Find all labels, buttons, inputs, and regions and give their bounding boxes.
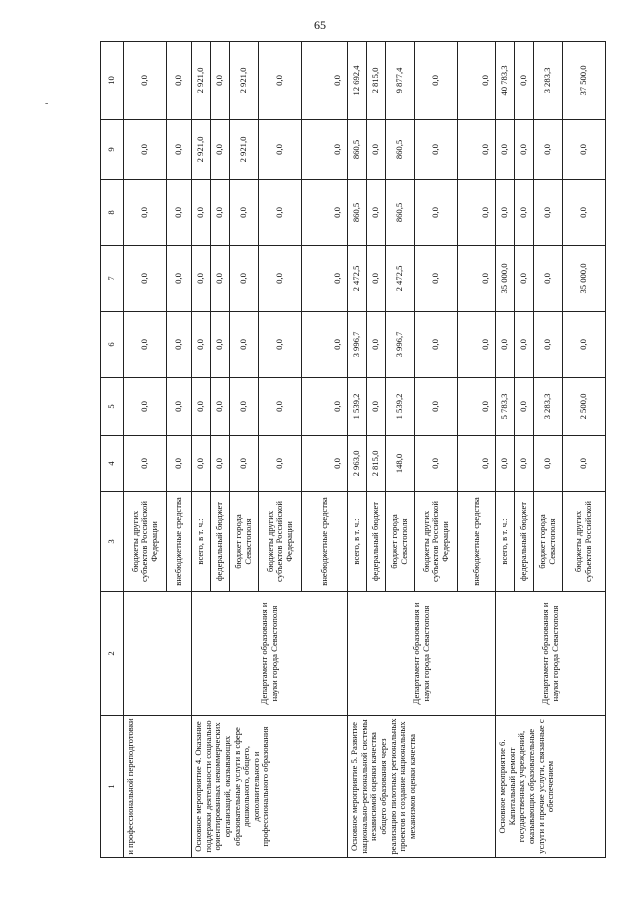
value-cell: 2 815,0 [367,42,386,120]
value-cell: 0,0 [367,378,386,436]
value-cell: 0,0 [415,120,458,180]
value-cell: 0,0 [515,436,534,492]
value-cell: 0,0 [211,378,230,436]
value-cell: 0,0 [515,378,534,436]
value-cell: 0,0 [534,312,563,378]
source-cell: бюджеты других субъектов Российской Федерации [415,492,458,592]
header-cell: 6 [101,312,124,378]
source-cell: внебюджетные средства [458,492,496,592]
value-cell: 0,0 [458,246,496,312]
executor-cell-empty [124,592,192,716]
header-cell: 5 [101,378,124,436]
value-cell: 0,0 [192,436,211,492]
value-cell: 0,0 [534,180,563,246]
value-cell: 0,0 [259,42,302,120]
value-cell: 0,0 [192,378,211,436]
value-cell: 2 472,5 [386,246,415,312]
value-cell: 0,0 [167,180,192,246]
header-cell: 8 [101,180,124,246]
stray-mark: - [45,98,49,109]
value-cell: 2 472,5 [348,246,367,312]
value-cell: 0,0 [259,436,302,492]
source-cell: бюджет города Севастополя [386,492,415,592]
value-cell: 0,0 [458,120,496,180]
source-cell: бюджет города Севастополя [534,492,563,592]
table-row [348,42,367,858]
executor-cell: Департамент образования и науки города Севастополя [192,592,348,716]
value-cell: 0,0 [124,246,167,312]
value-cell: 0,0 [458,180,496,246]
value-cell: 0,0 [167,312,192,378]
table-row [496,42,515,858]
value-cell: 0,0 [259,120,302,180]
source-cell: всего, в т. ч.: [348,492,367,592]
value-cell: 0,0 [302,312,348,378]
header-cell: 3 [101,492,124,592]
value-cell: 0,0 [496,312,515,378]
source-cell: внебюджетные средства [302,492,348,592]
value-cell: 148,0 [386,436,415,492]
value-cell: 3 283,3 [534,378,563,436]
value-cell: 37 500,0 [563,42,606,120]
value-cell: 0,0 [124,180,167,246]
header-cell: 4 [101,436,124,492]
measure-title: Основное мероприятие 6. Капитальный ремонт государственных учреждений, оказывающих образовательные услуги и прочие услуги, связанные с обеспечением [496,716,606,858]
value-cell: 0,0 [259,378,302,436]
value-cell: 0,0 [367,120,386,180]
value-cell: 35 000,0 [496,246,515,312]
table-row [192,42,211,858]
value-cell: 0,0 [124,312,167,378]
value-cell: 0,0 [496,180,515,246]
value-cell: 2 963,0 [348,436,367,492]
value-cell: 0,0 [211,42,230,120]
budget-table-rotated [100,42,593,858]
source-cell: федеральный бюджет [367,492,386,592]
value-cell: 0,0 [230,436,259,492]
value-cell: 0,0 [167,42,192,120]
value-cell: 1 539,2 [348,378,367,436]
value-cell: 0,0 [515,120,534,180]
value-cell: 0,0 [415,312,458,378]
value-cell: 0,0 [563,120,606,180]
value-cell: 0,0 [534,436,563,492]
value-cell: 5 783,3 [496,378,515,436]
value-cell: 2 921,0 [230,42,259,120]
value-cell: 0,0 [496,436,515,492]
value-cell: 0,0 [415,378,458,436]
measure-title: Основное мероприятие 5. Развитие национально-региональной системы независимой оценки качества общего образования через реализацию пилотных региональных проектов и создание национальных механизмов оценки качества [348,716,496,858]
value-cell: 0,0 [211,436,230,492]
value-cell: 0,0 [167,120,192,180]
header-cell: 2 [101,592,124,716]
value-cell: 860,5 [348,120,367,180]
value-cell: 0,0 [415,246,458,312]
value-cell: 0,0 [259,246,302,312]
value-cell: 0,0 [167,436,192,492]
value-cell: 0,0 [211,120,230,180]
value-cell: 0,0 [534,246,563,312]
value-cell: 0,0 [563,436,606,492]
value-cell: 9 877,4 [386,42,415,120]
value-cell: 0,0 [230,378,259,436]
value-cell: 0,0 [367,180,386,246]
measure-title-continued: и профессиональной переподготовки [124,716,192,858]
value-cell: 0,0 [458,312,496,378]
executor-cell: Департамент образования и науки города Севастополя [496,592,606,716]
value-cell: 0,0 [302,42,348,120]
value-cell: 0,0 [563,312,606,378]
value-cell: 0,0 [192,246,211,312]
value-cell: 0,0 [367,312,386,378]
value-cell: 0,0 [211,312,230,378]
value-cell: 2 921,0 [192,120,211,180]
header-cell: 7 [101,246,124,312]
value-cell: 0,0 [167,246,192,312]
value-cell: 2 815,0 [367,436,386,492]
value-cell: 0,0 [515,180,534,246]
value-cell: 2 500,0 [563,378,606,436]
header-row [101,42,124,858]
value-cell: 0,0 [515,246,534,312]
header-cell: 9 [101,120,124,180]
header-cell: 1 [101,716,124,858]
value-cell: 0,0 [167,378,192,436]
budget-table [100,41,606,858]
value-cell: 0,0 [230,180,259,246]
value-cell: 0,0 [458,378,496,436]
value-cell: 0,0 [124,378,167,436]
source-cell: всего, в т. ч.: [496,492,515,592]
header-cell: 10 [101,42,124,120]
source-cell: внебюджетные средства [167,492,192,592]
value-cell: 0,0 [534,120,563,180]
value-cell: 860,5 [386,180,415,246]
source-cell: бюджеты других субъектов Российской [563,492,606,592]
value-cell: 0,0 [192,312,211,378]
page-number: 65 [314,18,326,32]
value-cell: 0,0 [230,312,259,378]
value-cell: 0,0 [211,180,230,246]
value-cell: 0,0 [211,246,230,312]
value-cell: 0,0 [302,436,348,492]
value-cell: 0,0 [302,120,348,180]
source-cell: бюджеты других субъектов Российской Федерации [259,492,302,592]
value-cell: 3 283,3 [534,42,563,120]
value-cell: 860,5 [348,180,367,246]
value-cell: 2 921,0 [192,42,211,120]
value-cell: 0,0 [367,246,386,312]
value-cell: 0,0 [124,436,167,492]
source-cell: федеральный бюджет [515,492,534,592]
table-row [124,42,167,858]
value-cell: 0,0 [458,42,496,120]
value-cell: 0,0 [259,312,302,378]
value-cell: 0,0 [230,246,259,312]
value-cell: 2 921,0 [230,120,259,180]
value-cell: 0,0 [192,180,211,246]
value-cell: 35 000,0 [563,246,606,312]
value-cell: 0,0 [458,436,496,492]
value-cell: 0,0 [496,120,515,180]
executor-cell: Департамент образования и науки города Севастополя [348,592,496,716]
value-cell: 0,0 [563,180,606,246]
value-cell: 3 996,7 [386,312,415,378]
value-cell: 0,0 [415,42,458,120]
value-cell: 0,0 [415,180,458,246]
value-cell: 0,0 [302,180,348,246]
value-cell: 0,0 [515,312,534,378]
value-cell: 0,0 [302,246,348,312]
value-cell: 12 692,4 [348,42,367,120]
source-cell: бюджеты других субъектов Российской Федерации [124,492,167,592]
measure-title: Основное мероприятие 4. Оказание поддержки деятельности социально ориентированных некоммерческих организаций, оказывающих образовательные услуги в сфере дошкольного, общего, дополнительного и профессионального образования [192,716,348,858]
value-cell: 0,0 [415,436,458,492]
source-cell: всего, в т. ч.: [192,492,211,592]
value-cell: 0,0 [515,42,534,120]
value-cell: 0,0 [124,42,167,120]
value-cell: 860,5 [386,120,415,180]
value-cell: 3 996,7 [348,312,367,378]
value-cell: 0,0 [302,378,348,436]
value-cell: 40 783,3 [496,42,515,120]
source-cell: бюджет города Севастополя [230,492,259,592]
value-cell: 0,0 [259,180,302,246]
source-cell: федеральный бюджет [211,492,230,592]
value-cell: 0,0 [124,120,167,180]
value-cell: 1 539,2 [386,378,415,436]
